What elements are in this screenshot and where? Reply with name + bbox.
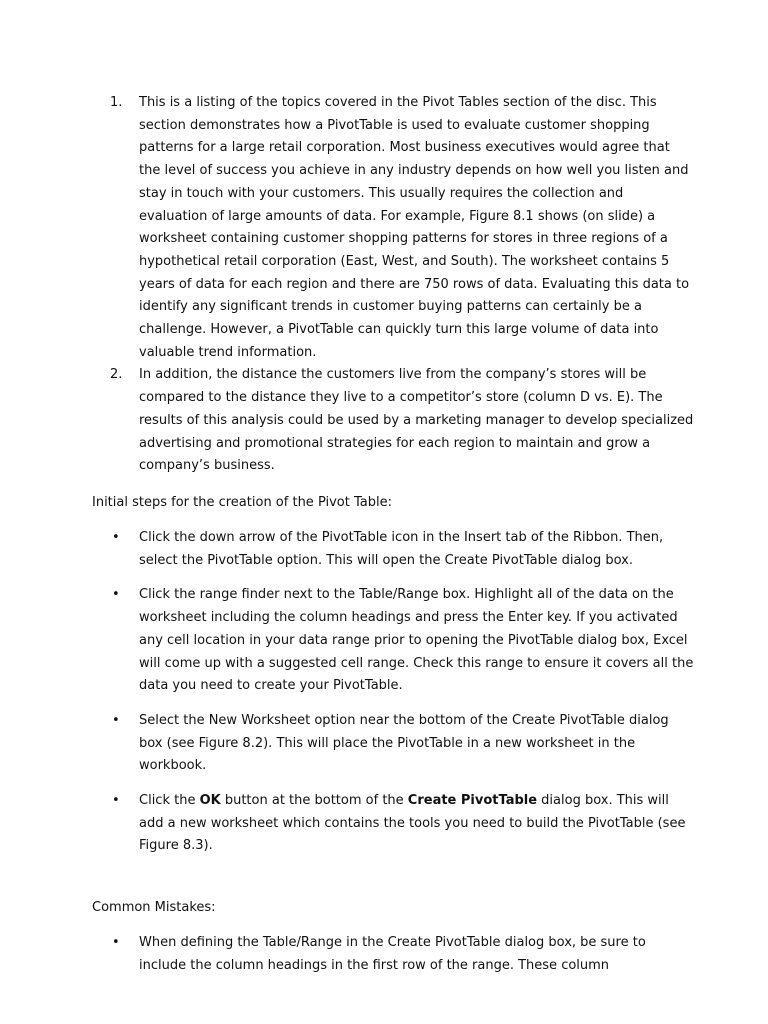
- list-item: [112, 932, 695, 977]
- section-heading-common-mistakes: Common Mistakes:: [92, 900, 216, 915]
- bullet-list-initial-steps: [112, 527, 695, 870]
- bullet: •: [112, 793, 120, 809]
- ok-button-reference: OK: [199, 793, 221, 809]
- item-text: Select the New Worksheet option near the bottom of the Create PivotTable dialog box (see Figure 8.2). This will place the PivotTable in a new worksheet in the workbook.: [139, 712, 669, 774]
- dialog-name-reference: Create PivotTable: [407, 793, 538, 809]
- bullet: •: [112, 587, 120, 603]
- bullet: •: [112, 712, 120, 728]
- item-number: 1.: [110, 95, 123, 110]
- item-text: This is a listing of the topics covered in the Pivot Tables section of the disc. This section demonstrates how a PivotTable is used to evaluate customer shopping patterns for a large retail corporation. Most business executives would agree that the level of success you achieve in any industry depends on how well you listen and stay in touch with your customers. This usually requires the collection and evaluation of large amounts of data. For example, Figure 8.1 shows (on slide) a worksheet containing customer shopping patterns for stores in three regions of a hypothetical retail corporation (East, West, and South). The worksheet contains 5 years of data for each region and there are 750 rows of data. Evaluating this data to identify any significant trends in customer buying patterns can certainly be a challenge. However, a PivotTable can quickly turn this large volume of data into valuable trend information.: [139, 95, 690, 360]
- item-text: [139, 790, 695, 858]
- text-run: button at the bottom of the: [220, 793, 408, 809]
- item-text: Click the range finder next to the Table/Range box. Highlight all of the data on the worksheet including the column headings and press the Enter key. If you activated any cell location in your data range prior to opening the PivotTable dialog box, Excel will come up with a suggested cell range. Check this range to ensure it covers all the data you need to create your PivotTable.: [139, 587, 694, 694]
- numbered-list: [110, 92, 695, 478]
- item-text: Click the down arrow of the PivotTable icon in the Insert tab of the Ribbon. Then, select the PivotTable option. This will open the Create PivotTable dialog box.: [139, 530, 664, 568]
- text-run: dialog box. This will add a new worksheet which contains the tools you need to build the PivotTable (see Figure 8.3).: [139, 793, 686, 854]
- section-heading-initial-steps: Initial steps for the creation of the Pivot Table:: [92, 495, 392, 510]
- list-item: [112, 584, 695, 698]
- item-number: 2.: [110, 367, 123, 383]
- bullet-list-common-mistakes: [112, 932, 695, 989]
- list-item: [112, 710, 695, 778]
- text-run: Click the: [139, 793, 200, 809]
- bullet: •: [112, 530, 120, 545]
- item-text: In addition, the distance the customers live from the company’s stores will be compared to the distance they live to a competitor’s store (column D vs. E). The results of this analysis could be used by a marketing manager to develop specialized advertising and promotional strategies for each region to maintain and grow a company’s business.: [139, 367, 694, 474]
- bullet: •: [112, 935, 120, 950]
- item-text: When defining the Table/Range in the Create PivotTable dialog box, be sure to include the column headings in the first row of the range. These column: [139, 935, 646, 973]
- list-item: [112, 527, 695, 572]
- list-item: [112, 790, 695, 858]
- numbered-item: [110, 364, 695, 478]
- numbered-item: [110, 92, 695, 364]
